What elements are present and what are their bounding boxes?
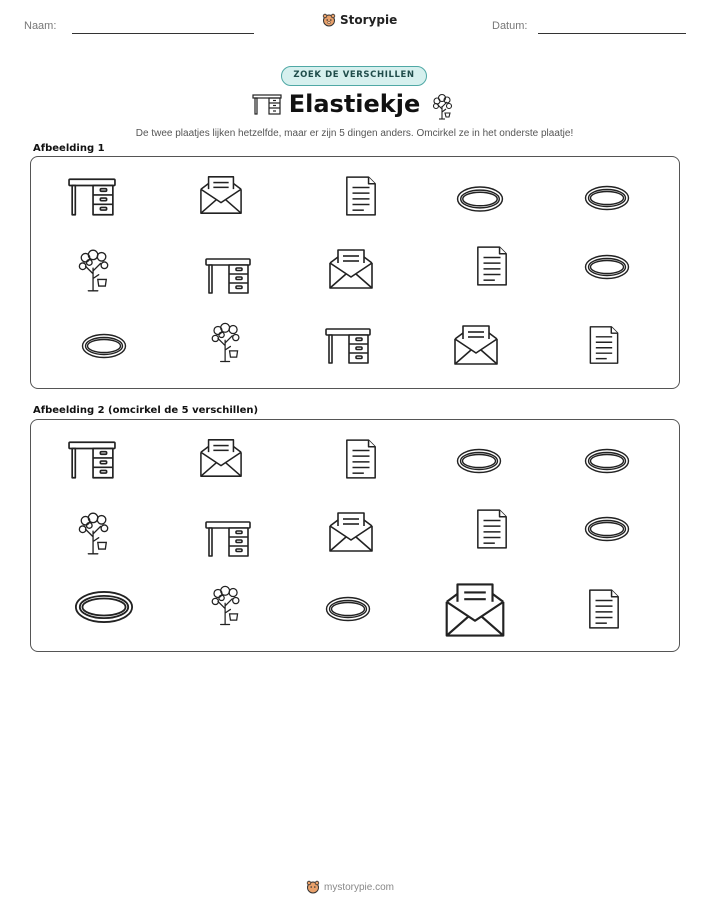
tree-icon — [210, 319, 242, 365]
footer — [306, 880, 394, 894]
name-line[interactable] — [72, 33, 254, 34]
page-title: Elastiekje — [288, 90, 421, 118]
storypie-mascot-icon — [322, 13, 336, 27]
envelope-icon[interactable] — [199, 438, 243, 478]
envelope-icon — [453, 325, 499, 365]
tree-icon[interactable] — [210, 582, 242, 628]
document-icon[interactable] — [475, 508, 509, 550]
document-icon — [587, 325, 621, 365]
panel2-label: Afbeelding 2 (omcirkel de 5 verschillen) — [33, 405, 259, 416]
desk-icon — [205, 257, 251, 295]
tree-icon[interactable] — [77, 510, 111, 556]
footer-url[interactable]: mystorypie.com — [324, 881, 395, 893]
rubber-band-icon — [456, 185, 504, 213]
rubber-band-icon[interactable] — [584, 448, 630, 474]
document-icon[interactable] — [344, 438, 378, 480]
worksheet-badge: ZOEK DE VERSCHILLEN — [281, 66, 427, 86]
brand-logo — [322, 13, 397, 27]
date-line[interactable] — [538, 33, 686, 34]
document-icon[interactable] — [587, 588, 621, 630]
panel-differences — [30, 419, 680, 652]
document-icon — [475, 245, 509, 287]
rubber-band-icon[interactable] — [325, 596, 371, 622]
panel1-label: Afbeelding 1 — [33, 143, 105, 154]
desk-icon[interactable] — [68, 440, 116, 480]
instructions: De twee plaatjes lijken hetzelfde, maar er zijn 5 dingen anders. Omcirkel ze in het onderste plaatje! — [135, 128, 574, 139]
storypie-mascot-icon — [306, 880, 320, 894]
rubber-band-icon — [584, 253, 630, 281]
panel-original — [30, 156, 680, 389]
desk-icon — [325, 327, 371, 365]
document-icon — [344, 175, 378, 217]
rubber-band-icon — [584, 185, 630, 211]
rubber-band-icon[interactable] — [584, 516, 630, 542]
tree-icon — [77, 247, 111, 293]
rubber-band-icon[interactable] — [456, 448, 502, 474]
desk-icon[interactable] — [205, 520, 251, 558]
envelope-icon — [199, 175, 243, 215]
envelope-icon — [328, 249, 374, 289]
tree-icon — [432, 92, 454, 120]
desk-icon — [68, 177, 116, 217]
date-label: Datum: — [492, 20, 528, 32]
envelope-icon[interactable] — [444, 580, 506, 640]
rubber-band-icon — [81, 333, 127, 359]
brand-name: Storypie — [340, 13, 398, 27]
rubber-band-icon[interactable] — [73, 590, 135, 624]
name-label: Naam: — [24, 20, 57, 32]
envelope-icon[interactable] — [328, 512, 374, 552]
